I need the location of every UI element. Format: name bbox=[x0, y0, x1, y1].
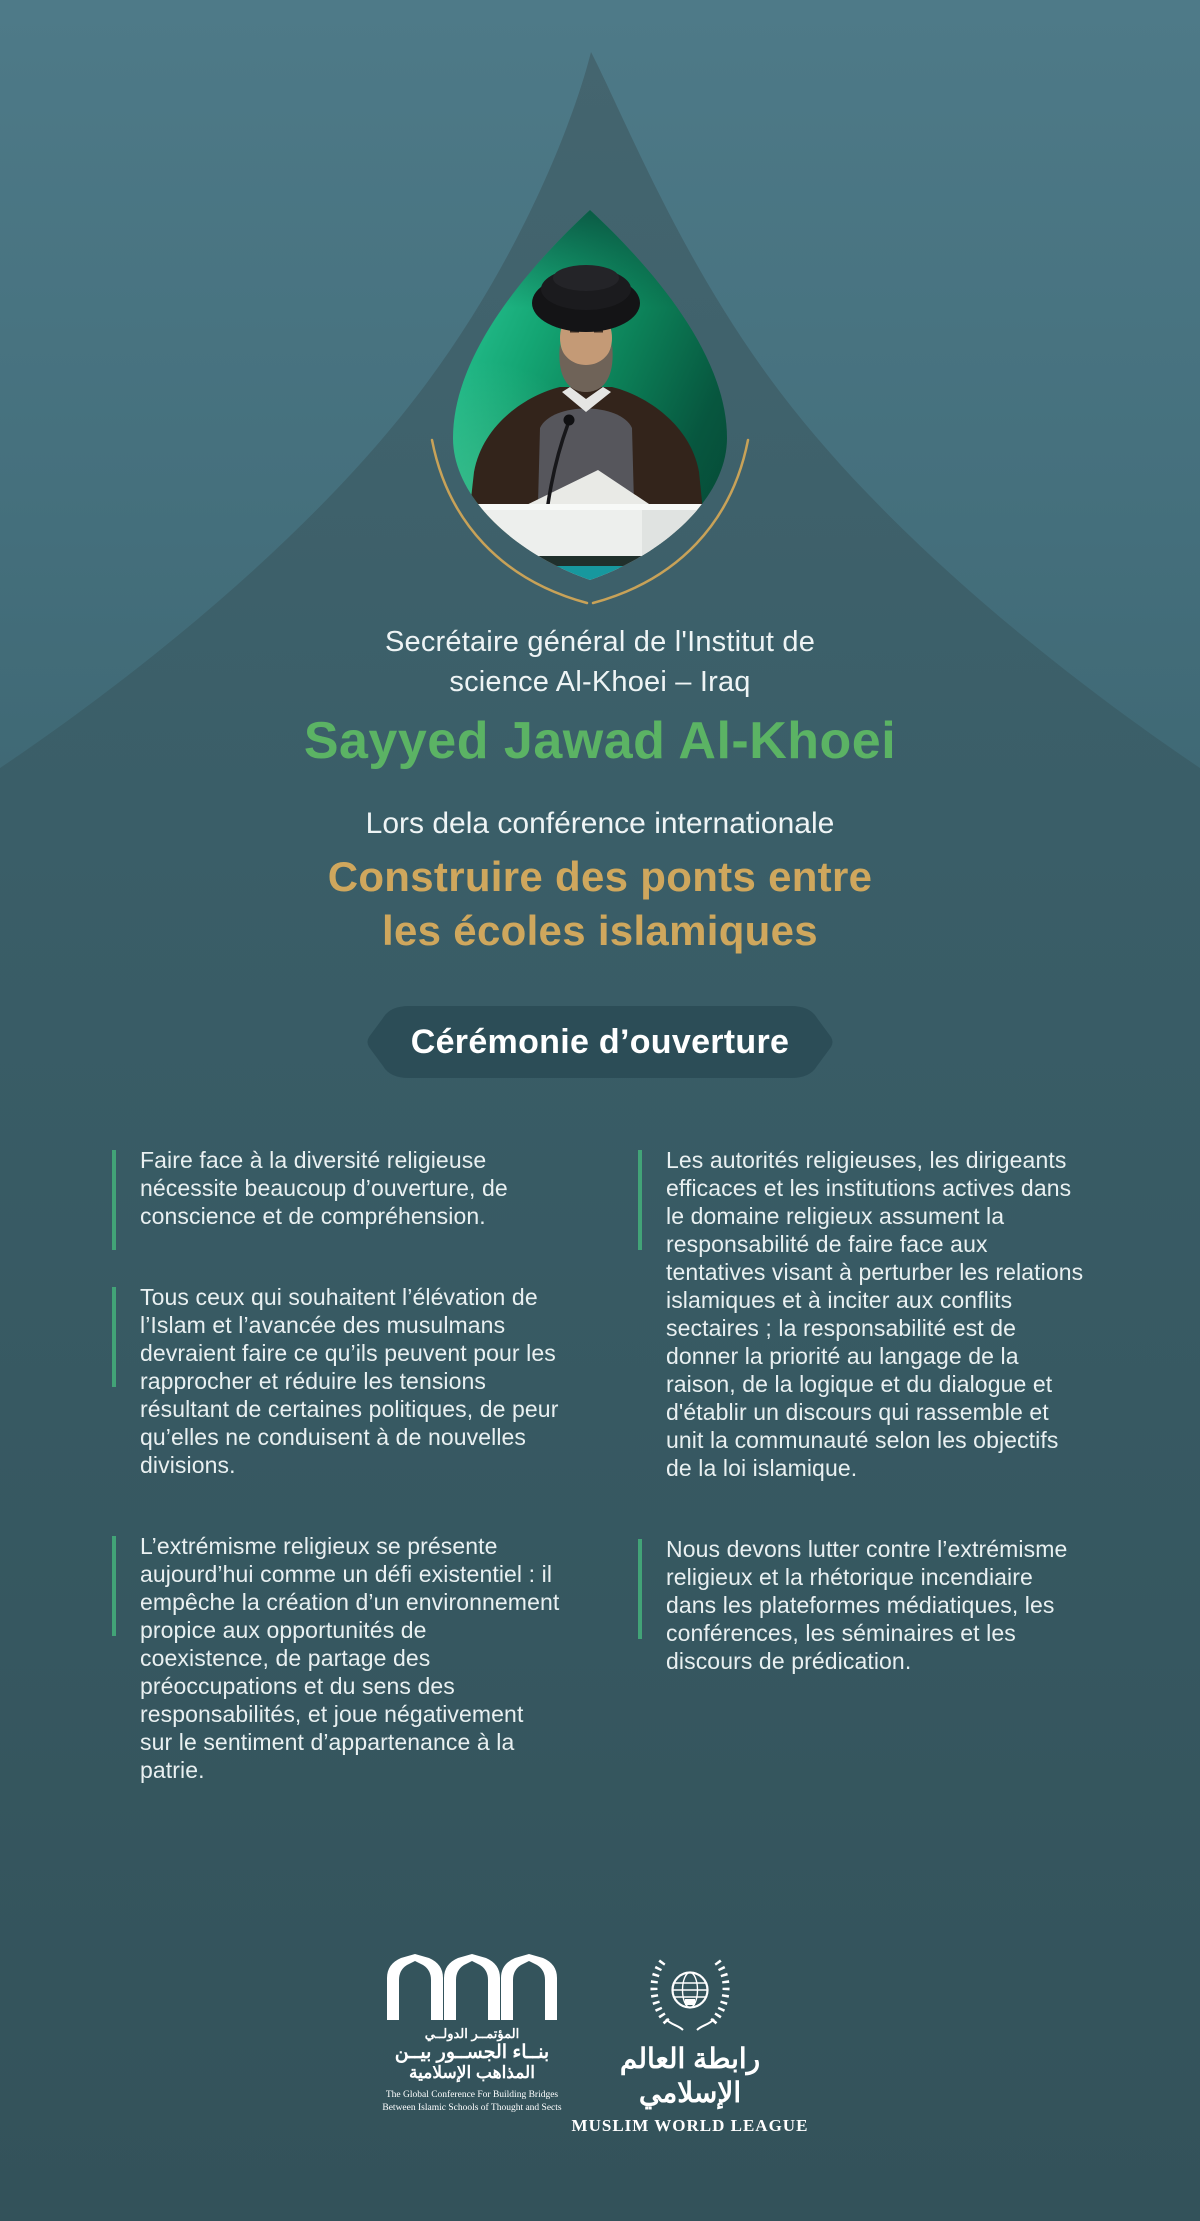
mwl-emblem-icon bbox=[640, 1950, 740, 2036]
mwl-english-name: MUSLIM WORLD LEAGUE bbox=[571, 2116, 809, 2135]
conference-english-line2: Between Islamic Schools of Thought and Sects bbox=[382, 2102, 562, 2113]
event-intro: Lors dela conférence internationale bbox=[365, 807, 835, 840]
quote-paragraph: Faire face à la diversité religieuse nécessite beaucoup d’ouverture, de conscience et de compréhension. bbox=[112, 1146, 562, 1230]
ceremony-badge-label: Cérémonie d’ouverture bbox=[410, 1022, 790, 1061]
quotes-right-column bbox=[638, 1146, 1088, 1784]
quote-paragraph: Nous devons lutter contre l’extrémisme religieux et la rhétorique incendiaire dans les plateformes médiatiques, les conférences, les séminaires et les discours de prédication. bbox=[638, 1535, 1088, 1675]
event-title-line1: Construire des ponts entre bbox=[327, 853, 873, 900]
quotes-left-column bbox=[112, 1146, 562, 1784]
conference-arches-icon bbox=[387, 1954, 557, 2020]
quote-paragraph: L’extrémisme religieux se présente aujourd’hui comme un défi existentiel : il empêche la création d’un environnement propice aux opportunités de coexistence, de partage des préoccupations et du sens des responsabilités, et joue négativement sur le sentiment d’appartenance à la patrie. bbox=[112, 1532, 562, 1784]
conference-arabic-line2: بنــاء الجســور بيــن bbox=[394, 2042, 550, 2063]
mwl-arabic-name: رابطة العالم الإسلامي bbox=[619, 2043, 761, 2108]
conference-english-line1: The Global Conference For Building Bridges bbox=[385, 2090, 559, 2100]
quote-paragraph: Les autorités religieuses, les dirigeants efficaces et les institutions actives dans le domaine religieux assument la responsabilité de faire face aux tentatives visant à perturber les relations islamiques et à inciter aux conflits sectaires ; la responsabilité est de donner la priorité au langage de la raison, de la logique et du dialogue et d'établir un discours qui rassemble et unit la communauté selon les objectifs de la loi islamique. bbox=[638, 1146, 1088, 1482]
speaker-name: Sayyed Jawad Al-Khoei bbox=[303, 712, 897, 770]
ceremony-badge bbox=[365, 1002, 835, 1082]
conference-logo bbox=[352, 1954, 592, 2114]
speaker-photo-content bbox=[340, 200, 740, 680]
event-title-line2: les écoles islamiques bbox=[382, 907, 818, 954]
event-title bbox=[0, 850, 1200, 958]
speaker-role-line1: Secrétaire général de l'Institut de bbox=[384, 626, 816, 658]
quotes-section bbox=[112, 1146, 1088, 1784]
conference-arabic-line1: المؤتمــر الدولــي bbox=[424, 2026, 520, 2041]
conference-arabic-line3: المذاهب الإسلامية bbox=[409, 2063, 535, 2082]
mwl-logo bbox=[570, 1950, 810, 2136]
speaker-photo bbox=[0, 0, 1200, 700]
speaker-role bbox=[0, 622, 1200, 702]
speaker-role-line2: science Al-Khoei – Iraq bbox=[449, 666, 751, 698]
quote-paragraph: Tous ceux qui souhaitent l’élévation de l’Islam et l’avancée des musulmans devraient faire ce qu’ils peuvent pour les rapprocher et réduire les tensions résultant de certaines politiques, de peur qu’elles ne conduisent à de nouvelles divisions. bbox=[112, 1283, 562, 1479]
